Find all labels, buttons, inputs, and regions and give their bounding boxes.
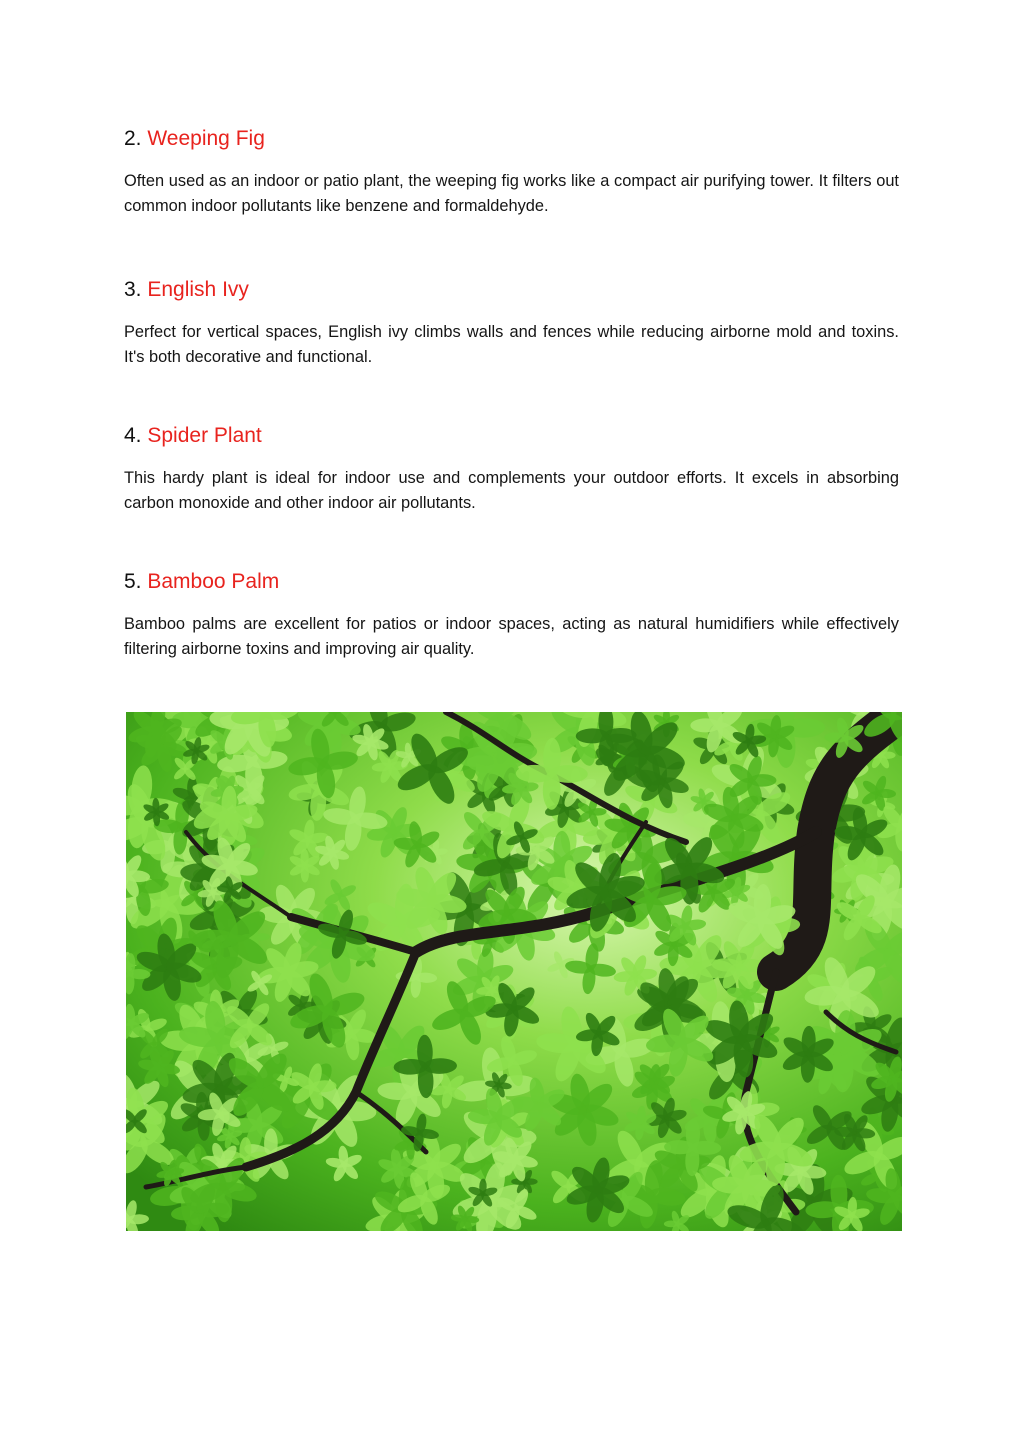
- tree-canopy-illustration: [126, 712, 902, 1231]
- section-heading: [124, 569, 899, 595]
- section-number: 4.: [124, 424, 142, 447]
- leaf: [523, 1178, 537, 1185]
- section-bamboo-palm: [124, 569, 899, 662]
- section-heading: [124, 277, 899, 303]
- section-spider-plant: [124, 423, 899, 516]
- section-title: English Ivy: [147, 278, 249, 301]
- section-english-ivy: [124, 277, 899, 370]
- section-body: This hardy plant is ideal for indoor use and complements your outdoor efforts. It excels in absorbing carbon monoxide and other indoor air pollutants.: [124, 469, 899, 512]
- section-title: Spider Plant: [147, 424, 262, 447]
- tree-canopy-photo: [126, 712, 902, 1231]
- section-number: 2.: [124, 127, 142, 150]
- leaf: [749, 774, 777, 787]
- section-number: 3.: [124, 278, 142, 301]
- section-body: Often used as an indoor or patio plant, the weeping fig works like a compact air purifying tower. It filters out common indoor pollutants like benzene and formaldehyde.: [124, 172, 899, 215]
- section-title: Weeping Fig: [147, 127, 265, 150]
- section-heading: [124, 423, 899, 449]
- section-heading: [124, 126, 899, 152]
- section-body: Bamboo palms are excellent for patios or indoor spaces, acting as natural humidifiers while effectively filtering airborne toxins and improving air quality.: [124, 615, 899, 658]
- section-weeping-fig: [124, 126, 899, 219]
- section-body: Perfect for vertical spaces, English ivy climbs walls and fences while reducing airborne mold and toxins. It's both decorative and functional.: [124, 323, 899, 366]
- section-title: Bamboo Palm: [147, 570, 280, 593]
- section-number: 5.: [124, 570, 142, 593]
